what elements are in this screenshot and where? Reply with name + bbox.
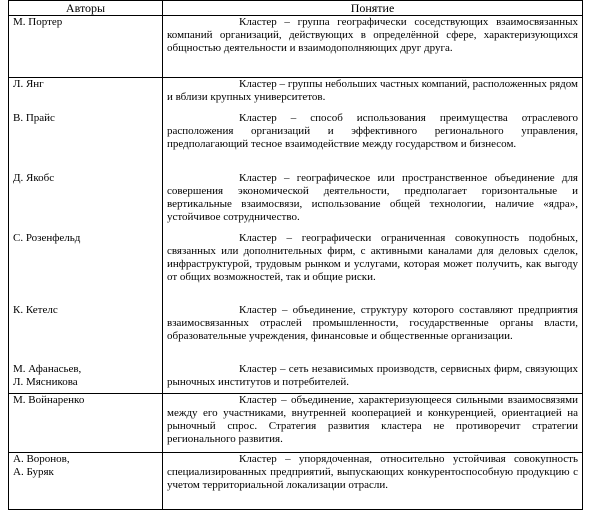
author-name: М. Портер: [13, 16, 63, 28]
author-name: М. Войнаренко: [13, 394, 85, 406]
author-cell: [9, 394, 163, 453]
authors-concepts-table: [8, 0, 583, 510]
table-row: [9, 304, 583, 363]
concept-cell: Кластер – способ использования преимущества отраслевого расположения организаций и эффективного регионального управления, предполагающий тесное взаимодействие между государством и бизнесом.: [163, 112, 583, 172]
concept-cell: Кластер – географическое или пространственное объединение для совершения экономической деятельности, предполагает горизонтальные и вертикальные взаимосвязи, использование общей технологии, наличие «ядра», устойчивое сотрудничество.: [163, 172, 583, 232]
author-name: М. Афанасьев,: [13, 362, 82, 375]
author-cell: [9, 232, 163, 304]
concept-cell: Кластер – сеть независимых производств, сервисных фирм, связующих рыночных институтов и потребителей.: [163, 363, 583, 394]
concept-cell: Кластер – объединение, характеризующееся сильными взаимосвязями между его участниками, внутренней кооперацией и конкуренцией, ориентацией на рыночный спрос. Стратегия развития кластера не противоречит стратегии регионального развития.: [163, 394, 583, 453]
concept-cell: Кластер – упорядоченная, относительно устойчивая совокупность специализированных предприятий, выпускающих конкурентоспособную продукцию с учетом территориальной локализации отрасли.: [163, 453, 583, 510]
author-name: А. Буряк: [13, 466, 54, 478]
table-row: [9, 16, 583, 78]
table-header-row: [9, 1, 583, 16]
author-name: Л. Мясникова: [13, 375, 78, 388]
author-name: Л. Янг: [13, 78, 44, 90]
table-row: [9, 453, 583, 510]
author-cell: [9, 304, 163, 363]
author-name: С. Розенфельд: [13, 231, 81, 244]
table-row: [9, 78, 583, 112]
table-row: [9, 172, 583, 232]
author-name: В. Прайс: [13, 111, 55, 124]
author-name: К. Кетелс: [13, 303, 58, 316]
author-cell: [9, 78, 163, 112]
author-cell: [9, 16, 163, 78]
table-row: [9, 394, 583, 453]
concept-cell: Кластер – географически ограниченная совокупность подобных, связанных или дополнительных фирм, с активными каналами для деловых сделок, инфраструктурой, трудовым рынком и услугами, которая может получить, как выгоду от общих возможностей, так и общие риски.: [163, 232, 583, 304]
table-row: [9, 363, 583, 394]
author-cell: [9, 112, 163, 172]
header-authors: Авторы: [9, 1, 163, 16]
table-row: [9, 232, 583, 304]
author-name: Д. Якобс: [13, 171, 55, 184]
concept-cell: Кластер – объединение, структуру которого составляют предприятия взаимосвязанных отраслей промышленности, государственные органы власти, образовательные учреждения, финансовые и общественные организации.: [163, 304, 583, 363]
author-cell: [9, 172, 163, 232]
author-cell: [9, 363, 163, 394]
author-name: А. Воронов,: [13, 453, 70, 465]
header-concept: Понятие: [163, 1, 583, 16]
author-cell: [9, 453, 163, 510]
table-row: [9, 112, 583, 172]
concept-cell: Кластер – группы небольших частных компаний, расположенных рядом и вблизи крупных университетов.: [163, 78, 583, 112]
concept-cell: Кластер – группа географически соседствующих взаимосвязанных компаний организаций, действующих в определённой сфере, характеризующихся общностью деятельности и взаимодополняющих друг друга.: [163, 16, 583, 78]
